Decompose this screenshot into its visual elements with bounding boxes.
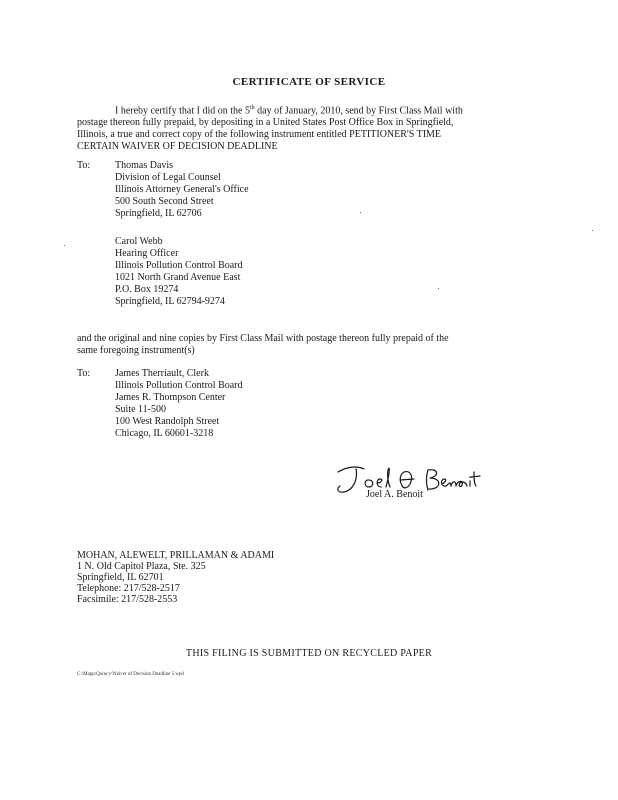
scan-speck xyxy=(360,212,361,213)
recipient-1-name: Thomas Davis xyxy=(115,160,174,171)
recipient-3-name: James Therriault, Clerk xyxy=(115,368,209,379)
to-label-2: To: xyxy=(77,368,91,379)
intro-line-1: I hereby certify that I did on the 5th day of January, 2010, send by First Class Mail with xyxy=(115,105,463,117)
recipient-2-name: Carol Webb xyxy=(115,236,163,247)
firm-name: MOHAN, ALEWELT, PRILLAMAN & ADAMI xyxy=(77,550,275,561)
firm-telephone: Telephone: 217/528-2517 xyxy=(77,583,180,594)
law-firm-block: MOHAN, ALEWELT, PRILLAMAN & ADAMI 1 N. Old Capitol Plaza, Ste. 325 Springfield, IL 62701 Telephone: 217/528-2517 Facsimile: 217/528-2553 xyxy=(77,550,275,605)
to-label-1: To: xyxy=(77,160,91,171)
recipient-1-address: Thomas Davis Division of Legal Counsel Illinois Attorney General's Office 500 South Second Street Springfield, IL 62706 xyxy=(115,160,249,219)
scan-speck xyxy=(592,230,593,231)
file-path-footer: C:\Mapp\Quincy\Waiver of Decision Deadline 5.wpd xyxy=(77,672,184,677)
recipient-2-address: Carol Webb Hearing Officer Illinois Pollution Control Board 1021 North Grand Avenue East P.O. Box 19274 Springfield, IL 62794-9274 xyxy=(115,236,243,307)
intro-line-4: CERTAIN WAIVER OF DECISION DEADLINE xyxy=(77,141,278,153)
scan-speck xyxy=(438,288,439,289)
intro-line-2: postage thereon fully prepaid, by depositing in a United States Post Office Box in Springfield, xyxy=(77,117,454,129)
recycled-paper-notice: THIS FILING IS SUBMITTED ON RECYCLED PAPER xyxy=(185,648,433,659)
intro-line-3: Illinois, a true and correct copy of the following instrument entitled PETITIONER'S TIME xyxy=(77,129,442,141)
scan-speck xyxy=(64,245,65,246)
signer-typed-name: Joel A. Benoit xyxy=(366,489,423,500)
middle-paragraph: and the original and nine copies by First Class Mail with postage thereon fully prepaid of the same foregoing instrument(s) xyxy=(77,333,449,356)
page-title: CERTIFICATE OF SERVICE xyxy=(232,76,386,88)
intro-paragraph xyxy=(77,102,547,153)
firm-facsimile: Facsimile: 217/528-2553 xyxy=(77,594,178,605)
recipient-3-address: James Therriault, Clerk Illinois Pollution Control Board James R. Thompson Center Suite 11-500 100 West Randolph Street Chicago, IL 60601-3218 xyxy=(115,368,243,439)
